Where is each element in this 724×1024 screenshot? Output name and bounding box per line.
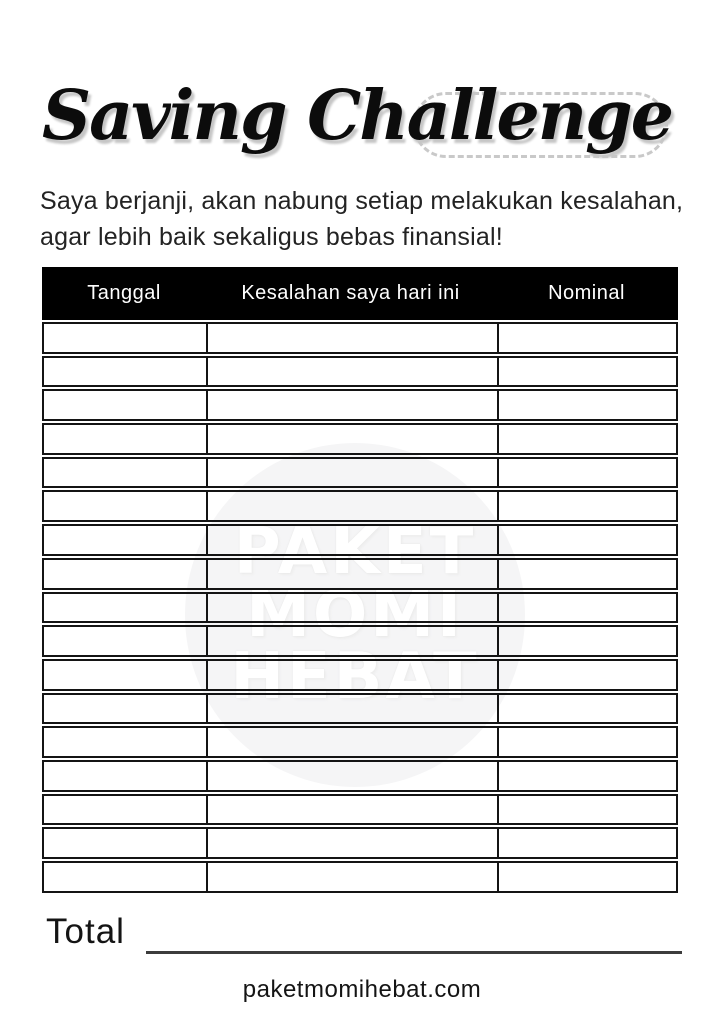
table-cell-empty: [497, 358, 676, 386]
table-cell-empty: [206, 560, 497, 588]
table-cell-empty: [497, 695, 676, 723]
table-cell-empty: [44, 560, 206, 588]
table-cell-empty: [206, 829, 497, 857]
table-cell-empty: [44, 627, 206, 655]
table-row: [42, 592, 678, 624]
table-cell-empty: [206, 425, 497, 453]
table-cell-empty: [44, 594, 206, 622]
table-cell-empty: [497, 796, 676, 824]
table-row: [42, 322, 678, 354]
table-cell-empty: [206, 324, 497, 352]
intro-line-2: agar lebih baik sekaligus bebas finansial!: [40, 222, 503, 251]
header-nominal: Nominal: [548, 282, 625, 304]
table-cell-empty: [497, 594, 676, 622]
intro-text: [40, 184, 690, 255]
savings-table: [42, 267, 678, 893]
table-cell-empty: [206, 695, 497, 723]
table-row: [42, 356, 678, 388]
table-row: [42, 558, 678, 590]
table-row: [42, 524, 678, 556]
table-row: [42, 659, 678, 691]
table-header-row: [42, 267, 678, 320]
watermark-line-3: HEBAT: [230, 640, 480, 715]
table-row: [42, 861, 678, 893]
table-cell-empty: [497, 492, 676, 520]
table-cell-empty: [206, 526, 497, 554]
table-cell-empty: [206, 796, 497, 824]
table-cell-empty: [206, 627, 497, 655]
table-row: [42, 457, 678, 489]
table-row: [42, 693, 678, 725]
table-cell-empty: [44, 695, 206, 723]
table-cell-empty: [44, 762, 206, 790]
table-cell-empty: [206, 594, 497, 622]
header-tanggal: Tanggal: [87, 282, 161, 304]
table-cell-empty: [206, 459, 497, 487]
table-cell-empty: [44, 459, 206, 487]
header-kesalahan: Kesalahan saya hari ini: [241, 282, 460, 304]
table-cell-empty: [497, 829, 676, 857]
table-row: [42, 389, 678, 421]
table-cell-empty: [497, 459, 676, 487]
table-cell-empty: [497, 863, 676, 891]
table-row: [42, 726, 678, 758]
watermark-line-1: PAKET: [233, 514, 477, 589]
table-cell-empty: [206, 728, 497, 756]
table-cell-empty: [497, 324, 676, 352]
table-cell-empty: [497, 560, 676, 588]
table-body: [42, 322, 678, 893]
table-cell-empty: [206, 391, 497, 419]
page-title: Saving Challenge: [42, 75, 672, 156]
table-row: [42, 423, 678, 455]
website-url: paketmomihebat.com: [242, 976, 482, 1003]
table-cell-empty: [497, 627, 676, 655]
table-cell-empty: [44, 324, 206, 352]
total-label: Total: [46, 912, 125, 951]
table-cell-empty: [44, 358, 206, 386]
table-cell-empty: [44, 492, 206, 520]
table-row: [42, 827, 678, 859]
table-cell-empty: [497, 391, 676, 419]
table-cell-empty: [497, 425, 676, 453]
table-cell-empty: [206, 358, 497, 386]
table-cell-empty: [497, 661, 676, 689]
table-cell-empty: [206, 492, 497, 520]
table-row: [42, 794, 678, 826]
total-blank-line: [146, 951, 682, 954]
table-cell-empty: [206, 863, 497, 891]
intro-line-1: Saya berjanji, akan nabung setiap melakukan kesalahan,: [40, 187, 684, 215]
watermark-line-2: MOMI: [246, 577, 464, 652]
table-cell-empty: [44, 796, 206, 824]
table-cell-empty: [206, 762, 497, 790]
table-cell-empty: [44, 829, 206, 857]
table-cell-empty: [44, 425, 206, 453]
table-cell-empty: [44, 391, 206, 419]
table-cell-empty: [206, 661, 497, 689]
table-cell-empty: [497, 526, 676, 554]
table-cell-empty: [497, 728, 676, 756]
table-row: [42, 490, 678, 522]
table-row: [42, 760, 678, 792]
table-cell-empty: [44, 526, 206, 554]
table-row: [42, 625, 678, 657]
table-cell-empty: [44, 728, 206, 756]
table-cell-empty: [44, 661, 206, 689]
table-cell-empty: [497, 762, 676, 790]
table-cell-empty: [44, 863, 206, 891]
